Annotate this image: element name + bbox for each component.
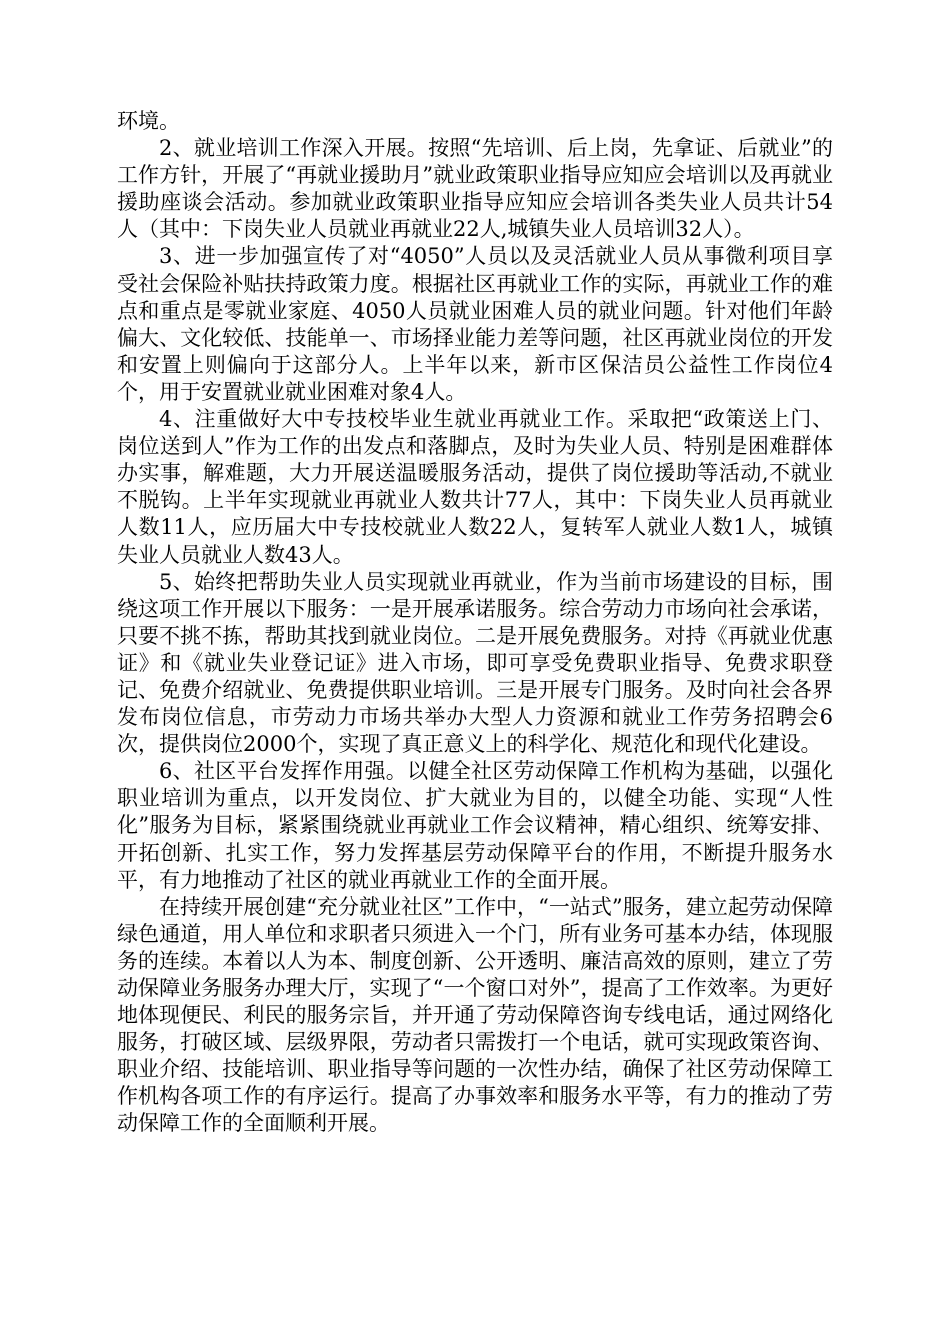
paragraph-4050-policy: 3、进一步加强宣传了对“4050”人员以及灵活就业人员从事微利项目享受社会保险补贴扶持政策力度。根据社区再就业工作的实际，再就业工作的难点和重点是零就业家庭、4050人员就业困难人员的就业问题。针对他们年龄偏大、文化较低、技能单一、市场择业能力差等问题，社区再就业岗位的开发和安置上则偏向于这部分人。上半年以来，新市区保洁员公益性工作岗位4个，用于安置就业就业困难对象4人。 xyxy=(117,244,833,404)
paragraph-community-platform: 6、社区平台发挥作用强。以健全社区劳动保障工作机构为基础，以强化职业培训为重点，以开发岗位、扩大就业为目的，以健全功能、实现“人性化”服务为目标，紧紧围绕就业再就业工作会议精神，精心组织、统筹安排、开拓创新、扎实工作，努力发挥基层劳动保障平台的作用，不断提升服务水平，有力地推动了社区的就业再就业工作的全面开展。 xyxy=(117,759,833,892)
paragraph-one-stop-service: 在持续开展创建“充分就业社区”工作中，“一站式”服务，建立起劳动保障绿色通道，用人单位和求职者只须进入一个门，所有业务可基本办结，体现服务的连续。本着以人为本、制度创新、公开透明、廉洁高效的原则，建立了劳动保障业务服务办理大厅，实现了“一个窗口对外”，提高了工作效率。为更好地体现便民、利民的服务宗旨，并开通了劳动保障咨询专线电话，通过网络化服务，打破区域、层级界限，劳动者只需拨打一个电话，就可实现政策咨询、职业介绍、技能培训、职业指导等问题的一次性办结，确保了社区劳动保障工作机构各项工作的有序运行。提高了办事效率和服务水平等，有力的推动了劳动保障工作的全面顺利开展。 xyxy=(117,894,833,1136)
paragraph-graduates: 4、注重做好大中专技校毕业生就业再就业工作。采取把“政策送上门、岗位送到人”作为工作的出发点和落脚点，及时为失业人员、特别是困难群体办实事，解难题，大力开展送温暖服务活动，提供了岗位援助等活动,不就业不脱钩。上半年实现就业再就业人数共计77人，其中：下岗失业人员再就业人数11人，应历届大中专技校就业人数22人，复转军人就业人数1人，城镇失业人员就业人数43人。 xyxy=(117,407,833,567)
paragraph-services: 5、始终把帮助失业人员实现就业再就业，作为当前市场建设的目标，围绕这项工作开展以下服务：一是开展承诺服务。综合劳动力市场向社会承诺，只要不挑不拣，帮助其找到就业岗位。二是开展免费服务。对持《再就业优惠证》和《就业失业登记证》进入市场，即可享受免费职业指导、免费求职登记、免费介绍就业、免费提供职业培训。三是开展专门服务。及时向社会各界发布岗位信息，市劳动力市场共举办大型人力资源和就业工作劳务招聘会6次，提供岗位2000个，实现了真正意义上的科学化、规范化和现代化建设。 xyxy=(117,569,833,757)
paragraph-training: 2、就业培训工作深入开展。按照“先培训、后上岗，先拿证、后就业”的工作方针，开展了“再就业援助月”就业政策职业指导应知应会培训以及再就业援助座谈会活动。参加就业政策职业指导应知应会培训各类失业人员共计54人（其中：下岗失业人员就业再就业22人,城镇失业人员培训32人）。 xyxy=(117,136,833,242)
document-page xyxy=(117,108,833,1138)
paragraph-continuation: 环境。 xyxy=(117,109,180,133)
